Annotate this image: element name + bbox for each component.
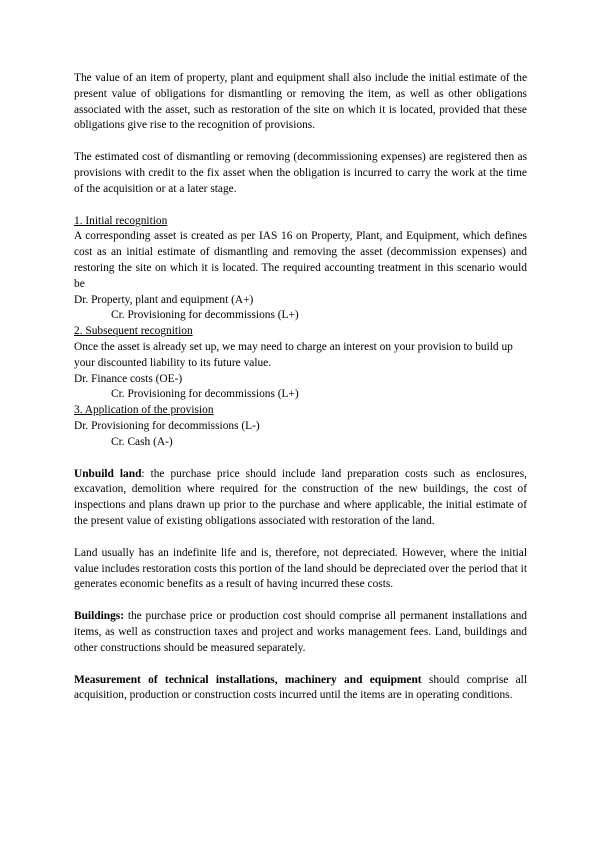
journal-credit-provision: Cr. Provisioning for decommissions (L+) xyxy=(111,309,299,322)
document-body xyxy=(74,71,527,704)
paragraph-land-depreciation: Land usually has an indefinite life and is, therefore, not depreciated. However, where the initial value includes restoration costs this portion of the land should be depreciated over the period that it generates economic benefits as a result of having incurred these costs. xyxy=(74,546,527,591)
term-buildings: Buildings: xyxy=(74,610,125,623)
paragraph-buildings xyxy=(74,609,527,656)
text-unbuild-land: : the purchase price should include land preparation costs such as enclosures, excavation, demolition where required for the construction of the new buildings, the cost of inspections and plans drawn up prior to the purchase and where applicable, the initial estimate of the present value of existing obligations associated with restoration of the land. xyxy=(74,467,527,527)
paragraph-intro: The value of an item of property, plant and equipment shall also include the initial estimate of the present value of obligations for dismantling or removing the item, as well as other obligations associated with the asset, such as restoration of the site on which it is located, provided that these obligations give rise to the recognition of provisions. xyxy=(74,72,527,132)
journal-credit-cash: Cr. Cash (A-) xyxy=(111,435,173,448)
paragraph-initial-recognition: A corresponding asset is created as per IAS 16 on Property, Plant, and Equipment, which defines cost as an initial estimate of dismantling and removing the asset (decommission expenses) and restoring the site on which it is located. The required accounting treatment in this scenario would be xyxy=(74,230,527,290)
paragraph-measurement xyxy=(74,673,527,705)
journal-debit-finance-costs: Dr. Finance costs (OE-) xyxy=(74,372,183,385)
term-measurement: Measurement of technical installations, machinery and equipment xyxy=(74,673,422,686)
journal-debit-ppe: Dr. Property, plant and equipment (A+) xyxy=(74,293,254,306)
text-measurement: should comprise all acquisition, production or construction costs incurred until the items are in operating conditions. xyxy=(74,673,528,702)
paragraph-unbuild-land xyxy=(74,467,527,530)
section-heading-initial-recognition: 1. Initial recognition xyxy=(74,214,168,227)
text-buildings: the purchase price or production cost should comprise all permanent installations and items, as well as construction taxes and project and works management fees. Land, buildings and other constructions should be measured separately. xyxy=(74,610,527,654)
journal-credit-provision-2: Cr. Provisioning for decommissions (L+) xyxy=(111,388,299,401)
section-heading-application: 3. Application of the provision xyxy=(74,404,214,417)
journal-debit-provision: Dr. Provisioning for decommissions (L-) xyxy=(74,419,260,432)
section-heading-subsequent-recognition: 2. Subsequent recognition xyxy=(74,325,193,338)
paragraph-subsequent-recognition: Once the asset is already set up, we may need to charge an interest on your provision to build up your discounted liability to its future value. xyxy=(74,340,513,369)
term-unbuild-land: Unbuild land xyxy=(74,467,142,480)
paragraph-estimated-cost: The estimated cost of dismantling or removing (decommissioning expenses) are registered then as provisions with credit to the fix asset when the obligation is incurred to carry the work at the time of the acquisition or at a later stage. xyxy=(74,151,527,195)
